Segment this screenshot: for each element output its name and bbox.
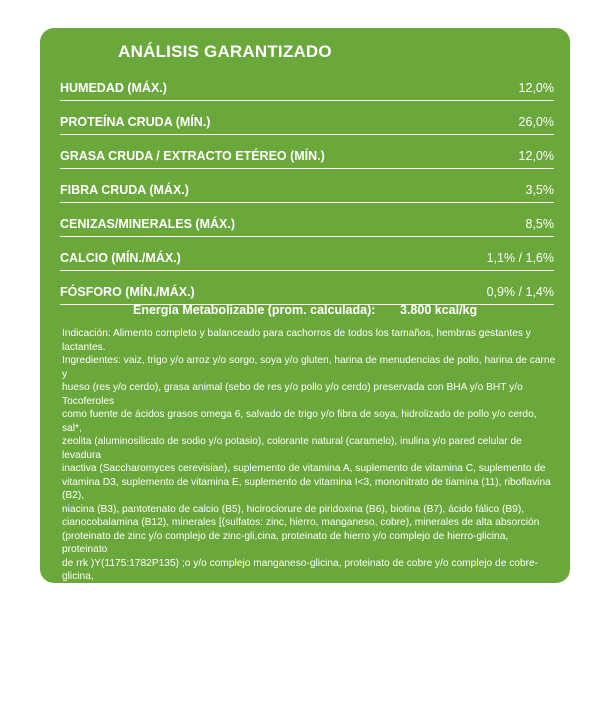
row-value: 0,9% / 1,4% — [487, 280, 554, 304]
row-label: CALCIO (MÍN./MÁX.) — [60, 246, 181, 270]
text-line: vitamina D3, suplemento de vitamina E, suplemento de vitamina I<3, mononitrato de tiamina (11), riboflavina (B2), — [62, 476, 556, 503]
text-line: ácidos grasos omega 3, leche en polvo de bovino, cloruro de colina, aminoácidos (taurina, L-lisina, DL-metionina), — [62, 638, 556, 665]
analysis-row-calcio — [60, 246, 554, 271]
row-value: 12,0% — [519, 144, 554, 168]
row-value: 3,5% — [526, 178, 555, 202]
text-line: zeolita (aluminosilicato de sodio y/o potasio), colorante natural (caramelo), inulina y/o pared celular de levadura — [62, 435, 556, 462]
text-line: como fuente de ácidos grasos omega 6, salvado de trigo y/o fibra de soya, hidrolizado de pollo y/o cerdo, sal*, — [62, 408, 556, 435]
analysis-row-proteina — [60, 110, 554, 135]
text-line: 1,0% / 2,0% *Sal (Cloruro de sodio) (min./máx.) (1.0% / 2.0%) — [62, 692, 556, 705]
analysis-row-fibra — [60, 178, 554, 203]
row-label: CENIZAS/MINERALES (MÁX.) — [60, 212, 235, 236]
text-line: cianocobalamina (B12), minerales [(sulfatos: zinc, hierro, manganeso, cobre), minerales de alta absorción — [62, 516, 556, 530]
ingredients-text — [62, 327, 556, 705]
row-value: 26,0% — [519, 110, 554, 134]
analysis-row-grasa — [60, 144, 554, 169]
energy-value: 3.800 kcal/kg — [400, 303, 477, 317]
text-line: niacina (B3), pantotenato de calcio (B5), hiciroclorure de piridoxina (B6), biotina (B7), ácido fálico (B9), — [62, 503, 556, 517]
text-line: hueso (res y/o cerdo), grasa animal (sebo de res y/o pollo y/o cerdo) preservada con BHA y/o BHT y/o Tocoferoles — [62, 381, 556, 408]
panel-title: ANÁLISIS GARANTIZADO — [40, 42, 410, 62]
row-label: GRASA CRUDA / EXTRACTO ETÉREO (MÍN.) — [60, 144, 325, 168]
row-value: 8,5% — [526, 212, 555, 236]
row-label: PROTEÍNA CRUDA (MÍN.) — [60, 110, 210, 134]
row-label: FIBRA CRUDA (MÁX.) — [60, 178, 189, 202]
text-line: Indicación: Alimento completo y balanceado para cachorros de todos los tamaños, hembras gestantes y lactantes. — [62, 327, 556, 354]
guaranteed-analysis-panel — [40, 28, 570, 583]
energy-label: Energía Metabolizable (prom. calculada): — [133, 303, 375, 317]
text-line: proteinato de selenio y/o complejo de selenio-glicina), selenito de sodio, yodato de calcio o yodato de potasio], — [62, 584, 556, 611]
analysis-row-fosforo — [60, 280, 554, 305]
text-line: ortofosfato de calcio y/o carbonato de calcio, zanahoria, manzana, plátano. *Sal (Cloruro de sodio) (mín./máx.) — [62, 665, 556, 692]
text-line: cloruro de potasio, harina de alga (Schizochytrium sp.) y/o harina de pescado (atún y/o salmón) como fuente de — [62, 611, 556, 638]
analysis-table — [60, 76, 554, 305]
text-line: (proteinato de zinc y/o complejo de zinc-gli,cina, proteinato de hierro y/o complejo de hierro-glicina, proteinato — [62, 530, 556, 557]
analysis-row-cenizas — [60, 212, 554, 237]
row-label: HUMEDAD (MÁX.) — [60, 76, 167, 100]
text-line: de rrk )Y(1175:1782P135) ;o y/o complejo manganeso-glicina, proteinato de cobre y/o complejo de cobre-glicina, — [62, 557, 556, 584]
text-line: Ingredientes: vaiz, trigo y/o arroz y/o sorgo, soya y/o gluten, harina de menudencias de pollo, harina de carne y — [62, 354, 556, 381]
row-value: 1,1% / 1,6% — [487, 246, 554, 270]
row-value: 12,0% — [519, 76, 554, 100]
analysis-row-humedad — [60, 76, 554, 101]
metabolizable-energy — [40, 303, 570, 323]
row-label: FÓSFORO (MÍN./MÁX.) — [60, 280, 195, 304]
text-line: inactiva (Saccharomyces cerevisiae), suplemento de vitamina A, suplemento de vitamina C, suplemento de — [62, 462, 556, 476]
